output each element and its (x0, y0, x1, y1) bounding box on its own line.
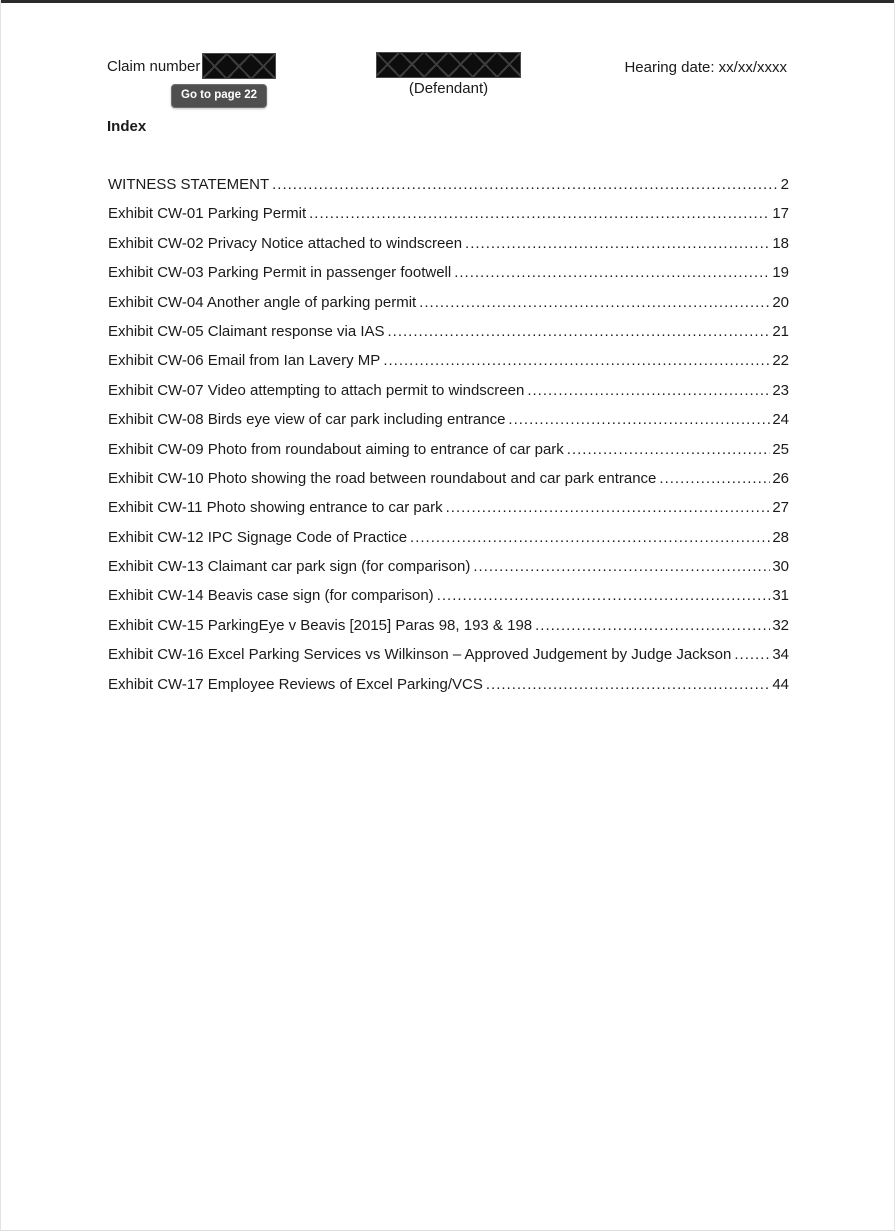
toc-leader-dots (419, 288, 770, 317)
toc (108, 170, 789, 699)
toc-entry-page: 20 (772, 293, 789, 311)
toc-entry-page: 21 (772, 322, 789, 340)
toc-leader-dots (446, 493, 771, 522)
toc-entry[interactable] (108, 670, 789, 699)
toc-entry[interactable] (108, 170, 789, 199)
toc-entry[interactable] (108, 435, 789, 464)
go-to-page-tooltip: Go to page 22 (171, 84, 267, 108)
toc-entry-title: Exhibit CW-17 Employee Reviews of Excel Parking/VCS (108, 675, 483, 693)
toc-entry[interactable] (108, 523, 789, 552)
toc-leader-dots (309, 199, 770, 228)
page-top-edge (1, 0, 894, 3)
toc-entry-page: 25 (772, 440, 789, 458)
toc-entry[interactable] (108, 640, 789, 669)
toc-entry-title: Exhibit CW-11 Photo showing entrance to car park (108, 499, 443, 517)
toc-entry-page: 22 (772, 352, 789, 370)
index-heading: Index (107, 118, 147, 135)
toc-entry-page: 19 (772, 264, 789, 282)
toc-leader-dots (454, 258, 770, 287)
toc-entry-title: Exhibit CW-13 Claimant car park sign (for comparison) (108, 558, 471, 576)
toc-leader-dots (486, 670, 770, 699)
toc-entry[interactable] (108, 405, 789, 434)
toc-entry[interactable] (108, 611, 789, 640)
toc-entry-page: 24 (772, 411, 789, 429)
toc-leader-dots (535, 611, 770, 640)
defendant-block (376, 52, 521, 97)
toc-leader-dots (527, 376, 770, 405)
toc-entry-title: Exhibit CW-03 Parking Permit in passenger footwell (108, 264, 452, 282)
toc-entry[interactable] (108, 317, 789, 346)
toc-entry-title: Exhibit CW-05 Claimant response via IAS (108, 322, 385, 340)
toc-entry[interactable] (108, 581, 789, 610)
toc-leader-dots (272, 170, 779, 199)
toc-leader-dots (410, 523, 770, 552)
toc-entry[interactable] (108, 376, 789, 405)
toc-leader-dots (734, 640, 770, 669)
hearing-date-label: Hearing date: xx/xx/xxxx (624, 59, 787, 76)
toc-entry-title: Exhibit CW-15 ParkingEye v Beavis [2015] Paras 98, 193 & 198 (108, 616, 533, 634)
toc-leader-dots (473, 552, 770, 581)
toc-entry-page: 26 (772, 469, 789, 487)
toc-entry[interactable] (108, 199, 789, 228)
toc-entry-title: Exhibit CW-09 Photo from roundabout aiming to entrance of car park (108, 440, 564, 458)
toc-entry-title: Exhibit CW-10 Photo showing the road between roundabout and car park entrance (108, 469, 657, 487)
toc-entry-title: Exhibit CW-04 Another angle of parking permit (108, 293, 417, 311)
toc-entry-title: Exhibit CW-01 Parking Permit (108, 205, 307, 223)
toc-entry-title: Exhibit CW-02 Privacy Notice attached to windscreen (108, 234, 463, 252)
toc-entry[interactable] (108, 258, 789, 287)
toc-entry-page: 34 (772, 646, 789, 664)
toc-entry-title: WITNESS STATEMENT (108, 176, 270, 193)
toc-leader-dots (383, 346, 770, 375)
toc-entry-page: 23 (772, 381, 789, 399)
toc-entry-title: Exhibit CW-16 Excel Parking Services vs Wilkinson – Approved Judgement by Judge Jackson (108, 646, 732, 664)
redacted-defendant-name (376, 52, 521, 78)
toc-entry-page: 17 (772, 205, 789, 223)
toc-entry-title: Exhibit CW-12 IPC Signage Code of Practice (108, 528, 408, 546)
toc-leader-dots (508, 405, 770, 434)
toc-leader-dots (659, 464, 770, 493)
defendant-label: (Defendant) (408, 80, 489, 97)
redacted-claim-number[interactable] (202, 53, 276, 79)
toc-entry-page: 18 (772, 234, 789, 252)
toc-entry-page: 31 (772, 587, 789, 605)
toc-entry-title: Exhibit CW-06 Email from Ian Lavery MP (108, 352, 381, 370)
toc-entry[interactable] (108, 464, 789, 493)
toc-leader-dots (437, 581, 771, 610)
toc-entry-title: Exhibit CW-14 Beavis case sign (for comparison) (108, 587, 434, 605)
claim-number-label: Claim number (107, 57, 201, 75)
toc-entry-page: 2 (780, 176, 789, 193)
toc-entry[interactable] (108, 288, 789, 317)
toc-entry-page: 30 (772, 558, 789, 576)
toc-leader-dots (567, 435, 771, 464)
toc-entry[interactable] (108, 346, 789, 375)
toc-leader-dots (388, 317, 771, 346)
toc-entry[interactable] (108, 493, 789, 522)
toc-entry-page: 27 (772, 499, 789, 517)
toc-leader-dots (465, 229, 770, 258)
toc-entry-page: 44 (772, 675, 789, 693)
toc-entry[interactable] (108, 552, 789, 581)
toc-entry-page: 28 (772, 528, 789, 546)
toc-entry-title: Exhibit CW-08 Birds eye view of car park including entrance (108, 411, 506, 429)
toc-entry-page: 32 (772, 616, 789, 634)
toc-entry[interactable] (108, 229, 789, 258)
toc-entry-title: Exhibit CW-07 Video attempting to attach permit to windscreen (108, 381, 525, 399)
claim-number-row (107, 53, 276, 79)
